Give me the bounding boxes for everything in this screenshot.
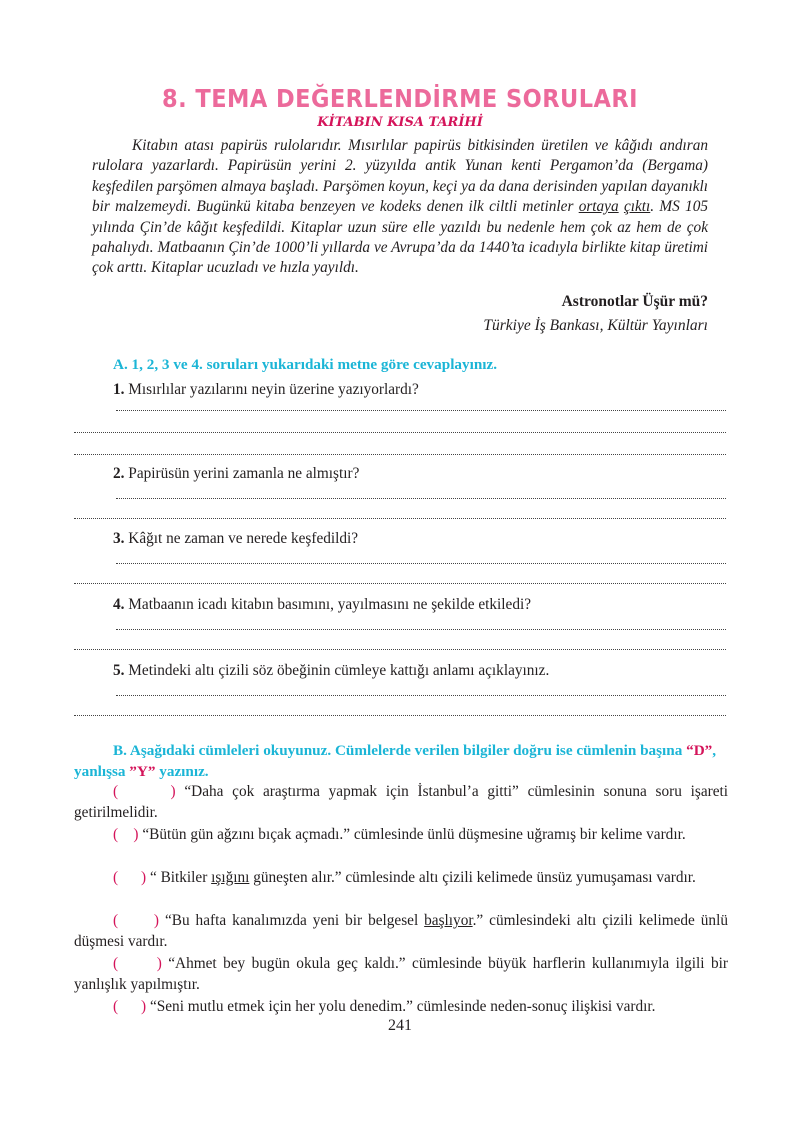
true-false-item-6 [74, 997, 728, 1018]
true-false-item-5 [74, 954, 728, 995]
item-text: “Ahmet bey bugün okula geç kaldı.” cümlesinde büyük harflerin kullanımıyla ilgili bir yanlışlık yapılmıştır. [74, 955, 728, 993]
question-number: 3. [113, 530, 125, 547]
answer-box[interactable]: ( ) [113, 998, 147, 1015]
question-2 [113, 465, 359, 483]
answer-line[interactable] [116, 497, 726, 499]
source-publisher: Türkiye İş Bankası, Kültür Yayınları [483, 317, 708, 334]
question-1 [113, 381, 419, 399]
section-a-instruction: A. 1, 2, 3 ve 4. soruları yukarıdaki metne göre cevaplayınız. [113, 356, 498, 373]
question-text: Kâğıt ne zaman ve nerede keşfedildi? [124, 530, 359, 547]
passage-text-2: . MS 105 yılında Çin’de kâğıt keşfedildi. Kitaplar uzun süre elle yazıldı bu nedenle hem çok az hem de çok pahalıydı. Matbaanın Çin’de 1000’li yıllarda ve Avrupa’da da 1440’ta icadıyla birlikte kitap üretimi çok arttı. Kitaplar ucuzladı ve hızla yayıldı. [92, 198, 709, 277]
true-false-item-1 [74, 782, 728, 823]
question-3 [113, 530, 358, 548]
item-text: “Bütün gün ağzını bıçak açmadı.” cümlesinde ünlü düşmesine uğramış bir kelime vardır. [138, 826, 686, 843]
question-number: 4. [113, 596, 125, 613]
passage-text-1: Kitabın atası papirüs rulolarıdır. Mısırlılar papirüs bitkisinden üretilen ve kâğıdı andıran rulolara yazarlardı. Papirüsün yerini 2. yüzyılda antik Yunan kenti Pergamon’da (Bergama) keşfedilen parşömen almaya başladı. Parşömen koyun, keçi ya da dana derisinden yapılan dayanıklı bir malzemeydi. Bugünkü kitaba benzeyen ve kodeks denen ilk ciltli metinler [92, 137, 708, 216]
answer-line[interactable] [74, 582, 726, 584]
source-citation [483, 290, 708, 338]
page-number: 241 [388, 1017, 412, 1034]
true-false-item-4 [74, 911, 728, 952]
question-text: Metindeki altı çizili söz öbeğinin cümleye kattığı anlamı açıklayınız. [124, 662, 550, 679]
item-underlined-word: ışığını [211, 869, 250, 886]
item-text: “Bu hafta kanalımızda yeni bir belgesel [158, 912, 425, 929]
question-text: Mısırlılar yazılarını neyin üzerine yazıyorlardı? [124, 381, 419, 398]
item-text: “Seni mutlu etmek için her yolu denedim.” cümlesinde neden-sonuç ilişkisi vardır. [146, 998, 656, 1015]
answer-box[interactable]: ( ) [113, 955, 162, 972]
section-b-text: , yanlışsa [74, 742, 717, 780]
item-text: “Daha çok araştırma yapmak için İstanbul’a gitti” cümlesinin sonuna soru işareti getirilmelidir. [74, 783, 728, 821]
answer-line[interactable] [74, 648, 726, 650]
answer-line[interactable] [74, 431, 726, 433]
answer-line[interactable] [116, 562, 726, 564]
answer-line[interactable] [74, 517, 726, 519]
page-title: 8. TEMA DEĞERLENDİRME SORULARI [162, 84, 638, 113]
passage-underlined-word-1: ortaya [578, 198, 619, 216]
true-false-item-3 [74, 868, 728, 889]
passage-title: KİTABIN KISA TARİHİ [317, 115, 483, 130]
answer-line[interactable] [74, 453, 726, 455]
true-mark: “D” [686, 742, 713, 759]
section-b-instruction [74, 740, 728, 782]
item-text: .” cümlesindeki altı çizili kelimede ünlü düşmesi vardır. [74, 912, 728, 950]
question-5 [113, 662, 549, 680]
answer-line[interactable] [116, 409, 726, 411]
answer-box[interactable]: ( ) [113, 826, 139, 843]
item-text: “ Bitkiler [146, 869, 212, 886]
answer-box[interactable]: ( ) [113, 783, 176, 800]
question-number: 5. [113, 662, 125, 679]
answer-line[interactable] [116, 628, 726, 630]
question-number: 1. [113, 381, 125, 398]
item-underlined-word: başlıyor [424, 912, 473, 929]
answer-line[interactable] [116, 694, 726, 696]
reading-passage [92, 136, 708, 279]
answer-box[interactable]: ( ) [113, 869, 147, 886]
question-4 [113, 596, 531, 614]
source-book: Astronotlar Üşür mü? [561, 293, 708, 310]
passage-underlined-word-2: çıktı [623, 198, 651, 216]
true-false-item-2 [74, 825, 728, 846]
answer-line[interactable] [74, 714, 726, 716]
question-text: Papirüsün yerini zamanla ne almıştır? [124, 465, 360, 482]
section-b-text: yazınız. [155, 763, 209, 780]
answer-box[interactable]: ( ) [113, 912, 159, 929]
item-text: güneşten alır.” cümlesinde altı çizili kelimede ünsüz yumuşaması vardır. [249, 869, 696, 886]
question-text: Matbaanın icadı kitabın basımını, yayılmasını ne şekilde etkiledi? [124, 596, 532, 613]
question-number: 2. [113, 465, 125, 482]
false-mark: ”Y” [129, 763, 156, 780]
section-b-text: B. Aşağıdaki cümleleri okuyunuz. Cümlelerde verilen bilgiler doğru ise cümlenin başına [113, 742, 687, 759]
